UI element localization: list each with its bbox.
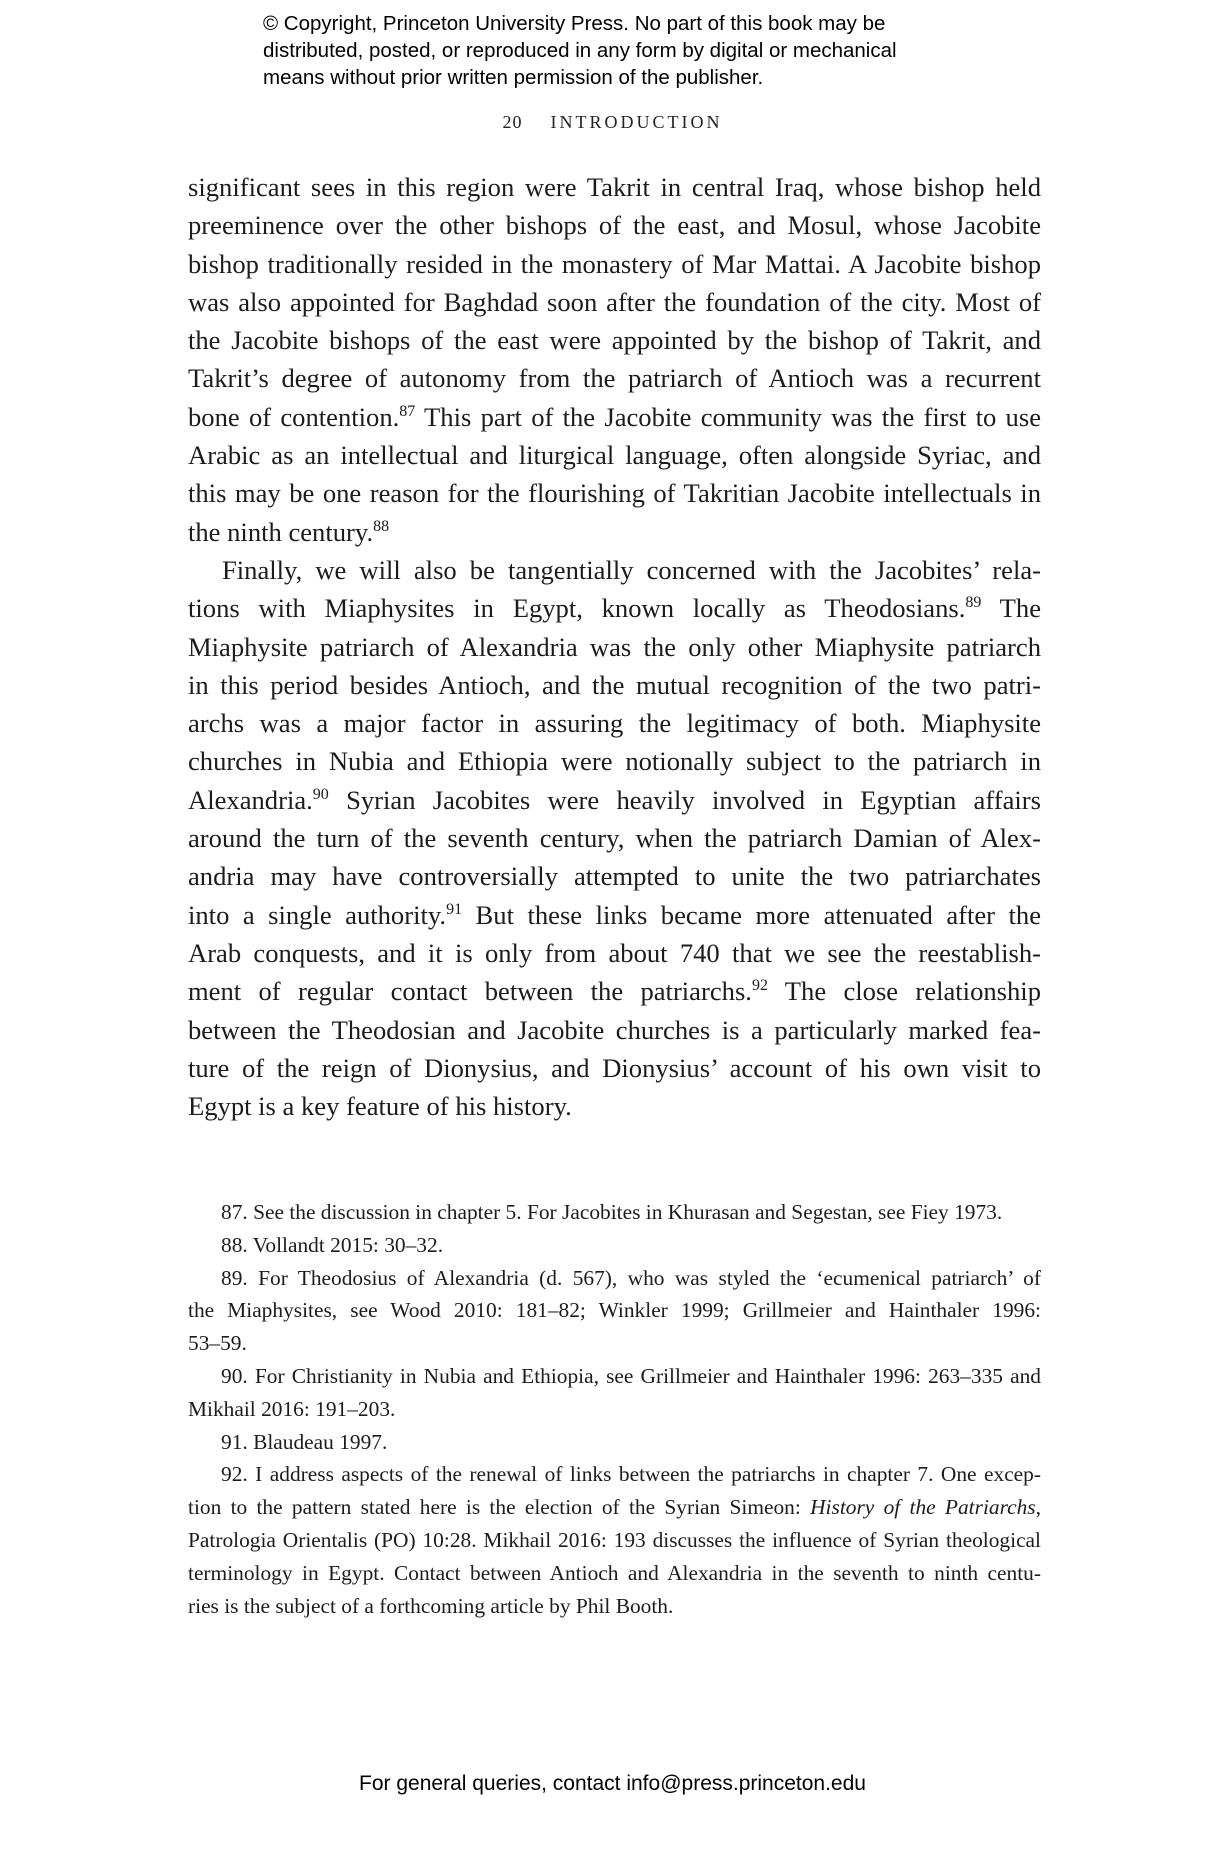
text-line <box>188 513 1041 551</box>
text-segment: , <box>1035 1495 1041 1520</box>
text-line: the Jacobite bishops of the east were appointed by the bishop of Takrit, and <box>188 325 1041 356</box>
footnote-ref[interactable]: 90 <box>312 785 329 803</box>
text-line: around the turn of the seventh century, when the patriarch Damian of Alex- <box>188 823 1041 854</box>
section-title: INTRODUCTION <box>550 112 723 132</box>
text-line: Finally, we will also be tangentially concerned with the Jacobites’ rela- <box>222 554 1041 585</box>
text-line: was also appointed for Baghdad soon after the foundation of the city. Most of <box>188 286 1041 317</box>
text-segment: But these links became more attenuated after the <box>462 899 1042 930</box>
text-segment: The close relationship <box>767 976 1041 1007</box>
paragraph <box>188 168 1041 551</box>
text-segment: the ninth century. <box>188 516 374 547</box>
footnote-90-cont: Mikhail 2016: 191–203. <box>188 1396 396 1421</box>
footnote-92-cont: Patrologia Orientalis (PO) 10:28. Mikhail 2016: 193 discusses the influence of Syrian theological <box>188 1527 1041 1552</box>
footnote-92-cont <box>188 1491 1041 1524</box>
paragraph <box>188 551 1041 1125</box>
copyright-notice <box>263 10 1023 91</box>
text-line: Miaphysite patriarch of Alexandria was the only other Miaphysite patriarch <box>188 631 1041 662</box>
page-number: 20 <box>502 112 523 132</box>
footnote-ref[interactable]: 88 <box>373 517 390 535</box>
footnote-91: 91. Blaudeau 1997. <box>221 1429 388 1454</box>
text-segment: Alexandria. <box>188 784 313 815</box>
footnote-ref[interactable]: 89 <box>965 594 982 612</box>
footnote-88: 88. Vollandt 2015: 30–32. <box>221 1232 444 1257</box>
text-line: Arab conquests, and it is only from about 740 that we see the reestablish- <box>188 937 1041 968</box>
text-line: Takrit’s degree of autonomy from the patriarch of Antioch was a recurrent <box>188 363 1041 394</box>
text-segment: into a single authority. <box>188 899 447 930</box>
main-text <box>188 168 1041 1125</box>
text-line: bishop traditionally resided in the monastery of Mar Mattai. A Jacobite bishop <box>188 248 1041 279</box>
text-line <box>188 589 1041 627</box>
footnote-ref[interactable]: 92 <box>751 977 768 995</box>
text-line <box>188 398 1041 436</box>
footnote-89: 89. For Theodosius of Alexandria (d. 567), who was styled the ‘ecumenical patriarch’ of <box>221 1265 1041 1290</box>
copyright-line: distributed, posted, or reproduced in any form by digital or mechanical <box>263 39 897 62</box>
text-line: ture of the reign of Dionysius, and Dionysius’ account of his own visit to <box>188 1052 1041 1083</box>
text-line: archs was a major factor in assuring the legitimacy of both. Miaphysite <box>188 708 1041 739</box>
text-segment: bone of contention. <box>188 401 400 432</box>
book-title: History of the Patriarchs <box>810 1495 1036 1520</box>
footnote-92-cont: terminology in Egypt. Contact between Antioch and Alexandria in the seventh to ninth centu- <box>188 1560 1041 1585</box>
text-line <box>188 781 1041 819</box>
footnote-87: 87. See the discussion in chapter 5. For Jacobites in Khurasan and Segestan, see Fiey 1973. <box>221 1200 1003 1224</box>
footnote-ref[interactable]: 91 <box>446 900 463 918</box>
text-line <box>188 972 1041 1010</box>
text-line: andria may have controversially attempted to unite the two patriarchates <box>188 861 1041 892</box>
text-segment: This part of the Jacobite community was the first to use <box>415 401 1041 432</box>
text-line: significant sees in this region were Takrit in central Iraq, whose bishop held <box>188 172 1041 202</box>
text-line: Arabic as an intellectual and liturgical language, often alongside Syriac, and <box>188 440 1041 471</box>
footer-contact: For general queries, contact info@press.princeton.edu <box>359 1772 866 1795</box>
footnotes <box>188 1196 1041 1622</box>
footnote-90: 90. For Christianity in Nubia and Ethiopia, see Grillmeier and Hainthaler 1996: 263–335 and <box>221 1363 1041 1388</box>
text-line <box>188 896 1041 934</box>
footnote-89-cont: the Miaphysites, see Wood 2010: 181–82; Winkler 1999; Grillmeier and Hainthaler 1996: <box>188 1298 1041 1323</box>
footnote-92-cont: ries is the subject of a forthcoming article by Phil Booth. <box>188 1593 674 1618</box>
copyright-line: means without prior written permission of the publisher. <box>263 66 764 89</box>
footnote-89-cont: 53–59. <box>188 1331 247 1356</box>
footnote-92: 92. I address aspects of the renewal of links between the patriarchs in chapter 7. One excep- <box>221 1462 1041 1487</box>
text-segment: The <box>981 593 1042 624</box>
text-segment: tions with Miaphysites in Egypt, known locally as Theodosians. <box>188 593 966 624</box>
running-head <box>0 112 1225 133</box>
text-line: churches in Nubia and Ethiopia were notionally subject to the patriarch in <box>188 746 1041 777</box>
copyright-line: © Copyright, Princeton University Press. No part of this book may be <box>263 12 886 35</box>
text-line: preeminence over the other bishops of the east, and Mosul, whose Jacobite <box>188 210 1041 241</box>
text-segment: ment of regular contact between the patriarchs. <box>188 976 752 1007</box>
text-line: this may be one reason for the flourishing of Takritian Jacobite intellectuals in <box>188 478 1041 509</box>
text-line: Egypt is a key feature of his history. <box>188 1091 572 1122</box>
text-line: between the Theodosian and Jacobite churches is a particularly marked fea- <box>188 1014 1041 1045</box>
text-segment: tion to the pattern stated here is the election of the Syrian Simeon: <box>188 1495 811 1520</box>
text-line: in this period besides Antioch, and the mutual recognition of the two patri- <box>188 669 1041 700</box>
footnote-ref[interactable]: 87 <box>399 402 416 420</box>
text-segment: Syrian Jacobites were heavily involved in Egyptian affairs <box>328 784 1041 815</box>
